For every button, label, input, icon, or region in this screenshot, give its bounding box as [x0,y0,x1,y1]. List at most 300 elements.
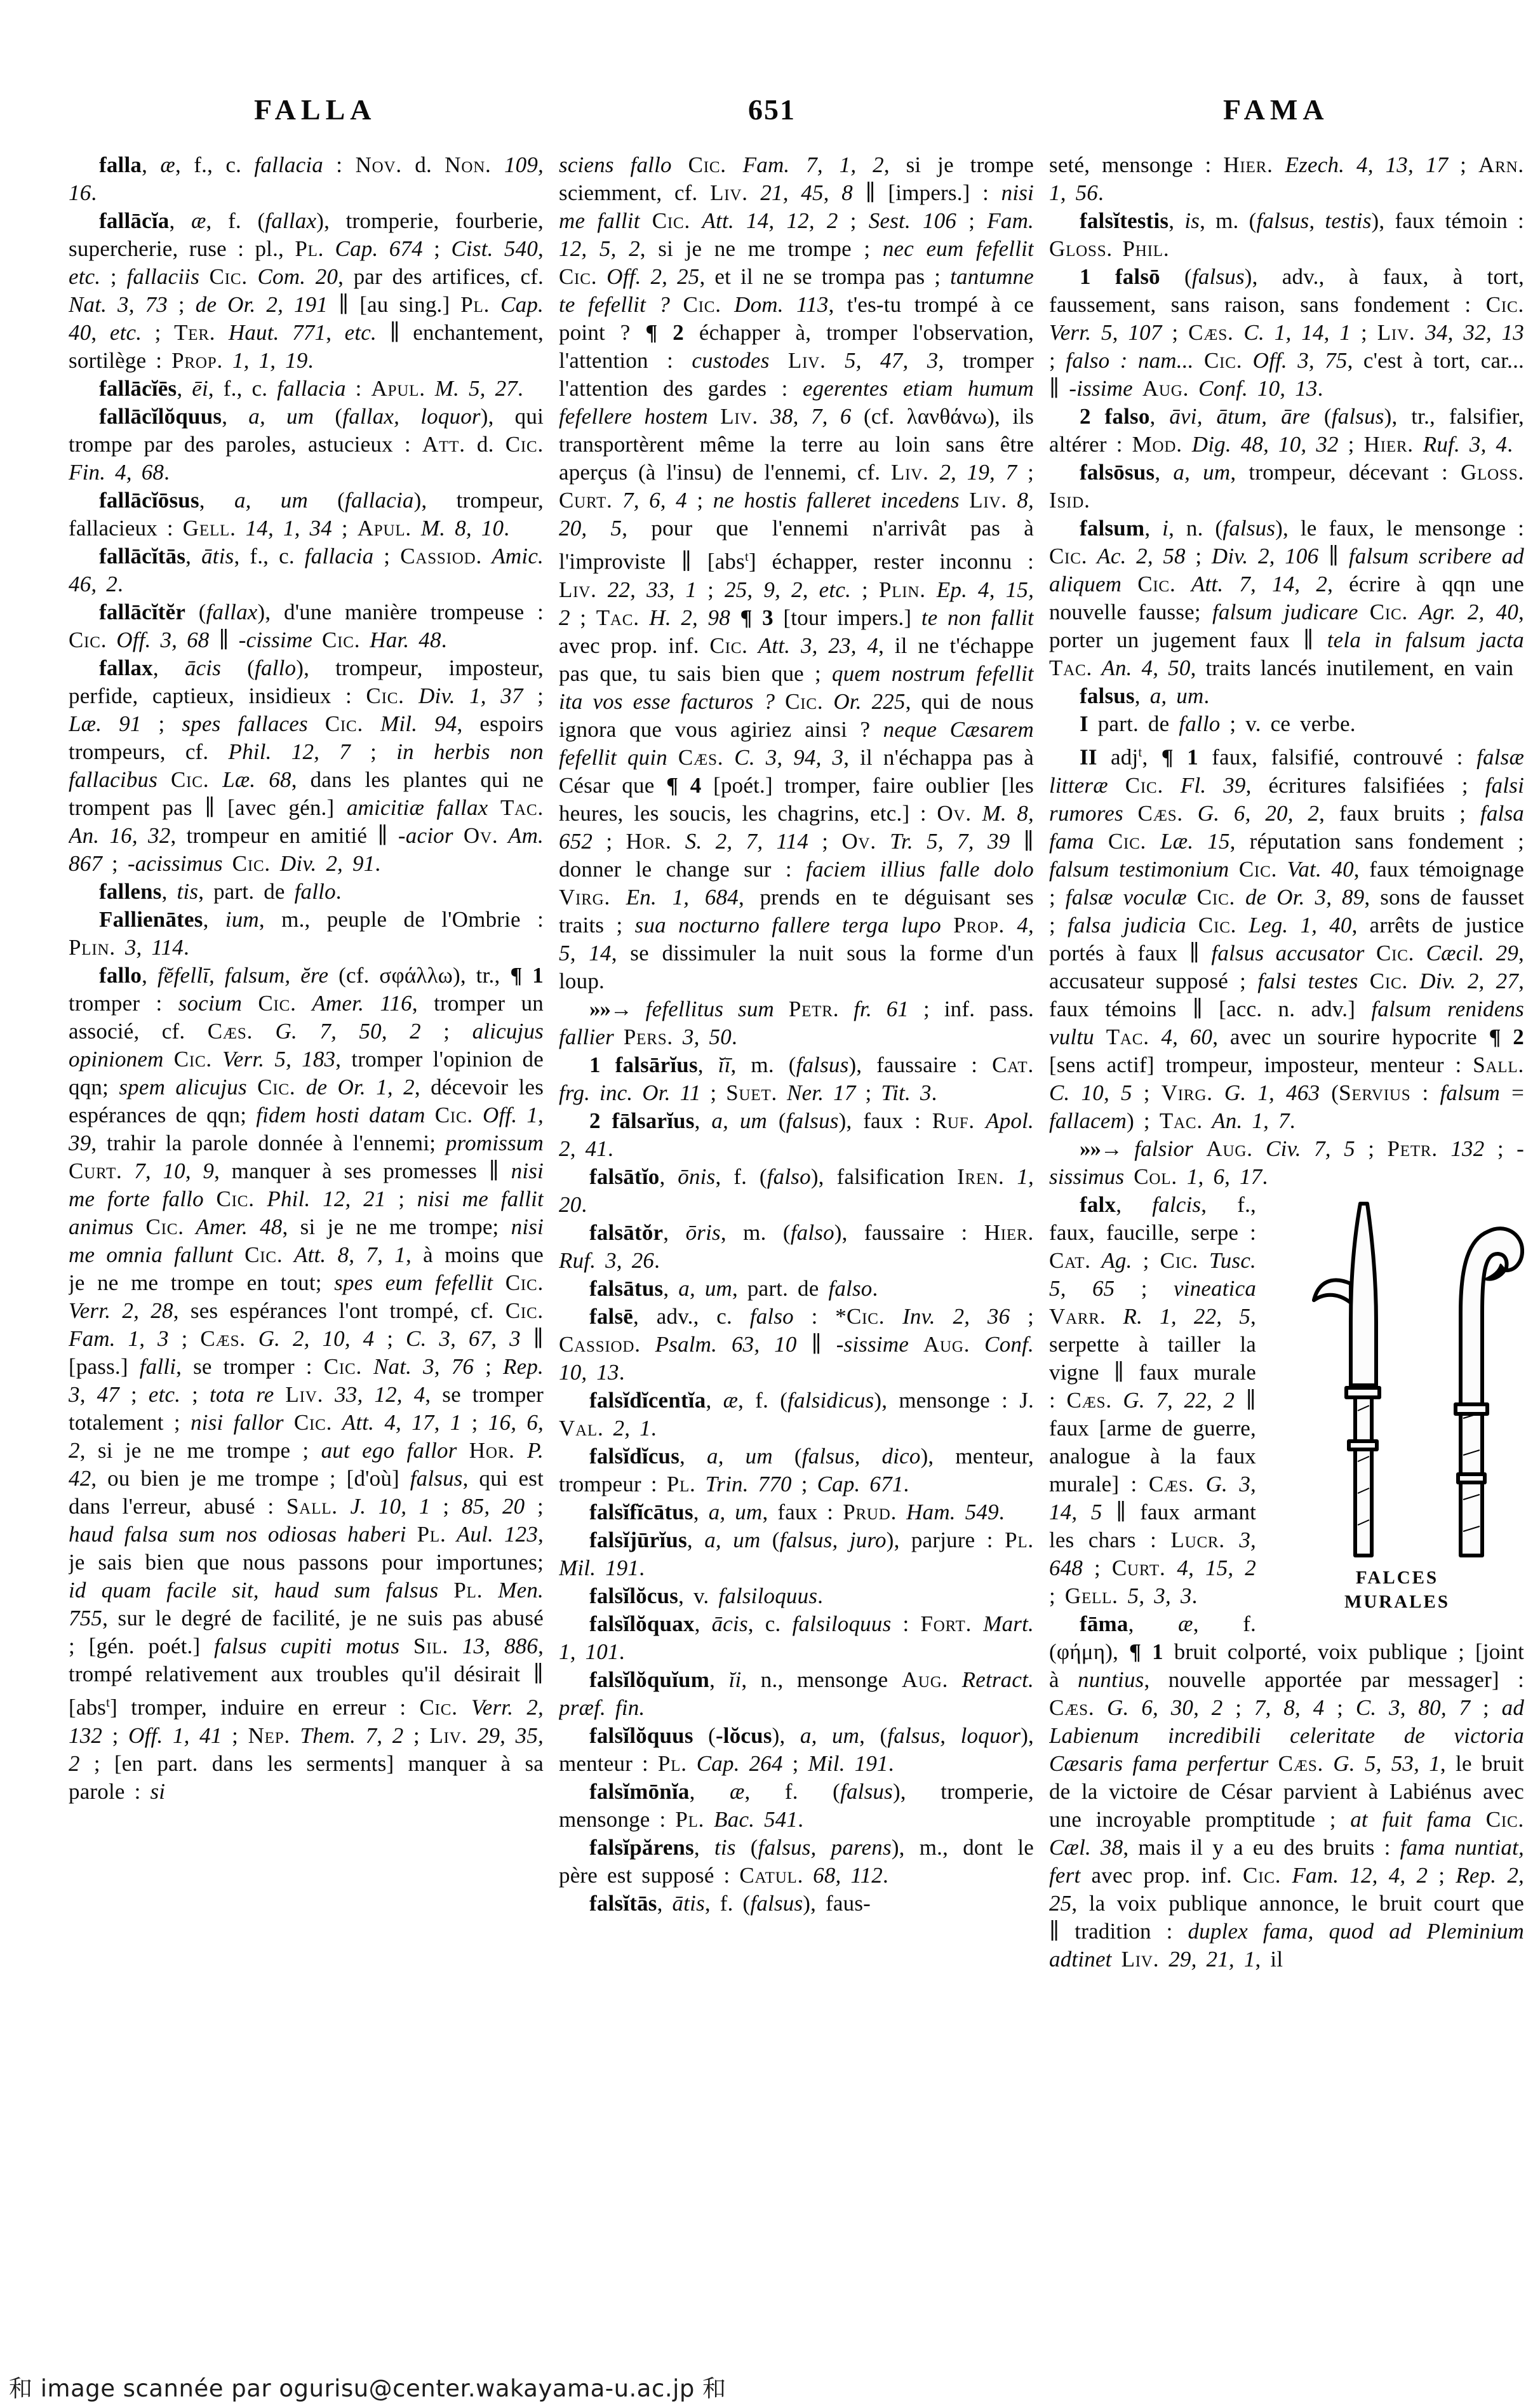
text-run: falsus, loquor [887,1723,1021,1748]
text-run: , se tromper totalement ; [69,1382,544,1435]
text-run: Cic. [1203,348,1243,373]
text-run: Gloss. Phil. [1049,236,1170,261]
text-run [1133,376,1142,401]
text-run: , si je ne me trompe; [282,1214,511,1239]
text-run: ; [1470,1695,1502,1720]
text-run: ; [461,1410,488,1435]
text-run: ; [851,577,879,602]
text-run: Cæl. 38 [1049,1834,1123,1860]
text-run: vineatica [1173,1275,1257,1301]
text-run: P. 42 [69,1438,544,1491]
text-run: ), faux témoin : [1371,208,1524,233]
text-run: , décevoir les espérances de qqn; [69,1075,544,1127]
text-run: ācis [711,1611,748,1636]
text-run: ium [225,907,259,932]
text-run: J. 10, 1 [337,1494,431,1519]
text-run [1194,348,1204,373]
page-number: 651 [748,93,796,126]
text-run: Cic. [323,1354,362,1379]
text-run: , n., mensonge [741,1667,902,1692]
text-run [233,1242,244,1267]
text-run: Ov. [841,828,876,854]
entry-fallacies [69,375,544,403]
text-run: Liv. [710,180,748,205]
text-run: Cic. [322,628,361,652]
text-run: Off. 2, 25 [597,264,700,289]
text-run: , f. (φήμη), [1049,1611,1256,1664]
text-run: Sall. [1473,1052,1524,1077]
text-run: Cic. [559,264,598,289]
text-run: d. [465,432,506,457]
text-run: ; [100,264,127,289]
text-run: . [882,1862,888,1888]
text-run [640,208,652,233]
text-run: ; [808,828,842,854]
text-run: avec prop. inf. [1080,1862,1243,1888]
text-run: fĕfellī, falsum, ĕre [157,963,329,988]
text-run [708,404,720,429]
text-run: Aug. [923,1331,970,1357]
text-run: ¶ 1 [1129,1639,1163,1664]
text-run: 3, 648 [1049,1527,1256,1580]
text-run: 1, 1, 19 [223,348,308,373]
text-run: , [709,1667,729,1692]
text-run: 7, 6, 4 [612,488,687,513]
text-run: . [504,516,510,541]
text-run: Ov. [463,823,499,848]
text-run: Div. 2, 27 [1408,968,1519,993]
text-run: , f. ( [704,1890,751,1916]
figure-caption-line1: FALCES [1355,1567,1439,1588]
text-run: ; [119,1382,149,1407]
text-run: , f., c. [175,152,255,177]
text-run: at fuit fama [1350,1806,1472,1832]
text-run: æ [1178,1611,1193,1636]
text-run: Curt. [69,1159,123,1183]
text-run: ; [168,1326,201,1351]
text-run: ēi [192,376,208,401]
text-run: ; [331,516,358,541]
text-run: falsĭmōnĭa [589,1778,690,1804]
text-run: 3, 114 [115,935,184,960]
text-run [399,1634,413,1658]
text-run: Att. 14, 12, 2 [690,208,838,233]
text-run: tela in falsum jacta [1327,628,1524,652]
text-run: Rep. 2, 25 [1049,1862,1524,1916]
text-run [1358,969,1370,993]
text-run: Hier. [984,1220,1034,1245]
entry-fallens [69,878,544,906]
text-run: , trompeur, décevant : [1230,460,1461,485]
text-run: , f. ( [738,1387,788,1413]
text-run: falsum [1080,516,1145,541]
text-run: Cæs. [1049,1695,1095,1720]
text-run: G. 7, 50, 2 [253,1019,421,1044]
text-run: ), menteur : [559,1723,1034,1776]
text-run: : [1410,1080,1440,1105]
text-run: , se tromper : [176,1354,324,1379]
text-run: frg. inc. Or. 11 [559,1080,701,1105]
text-run: ( [307,488,345,513]
text-run: fallax [99,655,153,680]
text-run: Cic. [1369,600,1409,624]
text-run: te non fallit [921,605,1034,630]
text-run: tis [714,1834,736,1860]
entry-fallaciosus [69,487,544,542]
entry-falsijurius [559,1526,1034,1582]
entry-falsiloquium [559,1666,1034,1722]
text-run: Hier. [1223,152,1273,177]
text-run: , qui de nous ignora que vous agiriez ainsi ? [559,689,1034,742]
text-run: Apol. 2, 41 [559,1108,1034,1161]
text-run: falsus [796,1052,849,1077]
text-run [223,851,232,876]
text-run: Aug. [1206,1136,1253,1161]
text-run: Ac. 2, 58 [1087,544,1186,568]
text-run: , [203,907,225,932]
entry-falsus [1049,682,1524,710]
text-run: I [1080,711,1088,736]
text-run: , espoirs trompeurs, cf. [69,711,544,764]
text-run [1108,773,1125,798]
text-run: ; [525,1494,544,1519]
entry-falsum [1049,514,1524,682]
text-run: Verr. 5, 107 [1049,320,1162,345]
text-run: Cæs. [200,1326,246,1351]
text-run: ; [782,1751,808,1776]
text-run: Suet. [726,1080,778,1105]
column-middle [559,151,1034,2377]
text-run: fallax [265,208,317,233]
text-run: . [1203,683,1210,708]
entry-falsitas-suite [1049,151,1524,207]
text-run: falsĭtestis [1080,208,1169,233]
text-run [312,628,322,652]
text-run [204,1186,217,1211]
text-run: falsātus [589,1275,664,1301]
text-run: , la voix publique annonce, le bruit court que ∥ tradition : [1049,1890,1524,1944]
text-run: faux, falsifié, controuvé : [1198,744,1477,770]
falces-murales-figure [1270,1195,1524,1614]
text-run: ; [1049,348,1066,373]
text-run: Aug. [1142,376,1189,401]
text-run: ), [772,1723,800,1748]
entry-falsitas [559,1890,1034,1918]
text-run: 109, 16 [69,152,544,205]
text-run: Cic. [505,1270,544,1295]
text-run: fallācĭēs [99,376,177,401]
text-run: Tac. [1106,1024,1149,1049]
entry-fefellitus-note [559,995,1034,1051]
text-run [1186,913,1198,938]
text-run [425,1103,435,1127]
text-run: ōnis [678,1164,716,1189]
text-run: , avec un sourire hypocrite [1212,1024,1489,1049]
text-run: ), faussaire : [848,1052,993,1077]
text-run: Fam. 1, 3 [69,1326,169,1351]
text-run: ; [168,292,196,317]
text-run: , si je ne me trompe ; [79,1438,321,1463]
text-run: , [199,488,234,513]
text-run: 4, 5, 14 [559,912,1034,965]
text-run: . [639,1555,645,1580]
text-run: , part. de [198,879,295,904]
text-run [774,997,789,1021]
text-run: ; [1049,1583,1065,1608]
text-run: falsē [589,1303,634,1329]
text-run: a, um [248,404,314,429]
text-run: . [1317,376,1323,401]
text-run: Tac. [1049,655,1093,680]
text-run: Val. [559,1415,604,1441]
text-run: ), d'une manière trompeuse : [257,600,544,624]
text-run [909,1332,923,1357]
text-run: sciens fallo [559,152,672,177]
text-run: , pour que l'ennemi n'arrivât pas à l'improviste ∥ [abs [559,516,1034,574]
text-run: Rep. 3, 47 [69,1354,544,1407]
text-run: ; [142,320,175,345]
text-run: 2 fālsarĭus [589,1108,695,1133]
text-run: falso [767,1164,811,1189]
text-run: spem alicujus [119,1075,247,1099]
text-run: Fort. [920,1611,972,1636]
text-run: ( [1310,404,1332,429]
text-run: falsātĭo [589,1164,660,1189]
text-run: S. 2, 7, 114 [671,828,809,854]
text-run: ; [374,1326,406,1351]
text-run: Cic. [1238,856,1278,882]
text-run: quem nostrum fefellit ita vos esse facturos ? [559,661,1034,714]
text-run: id quam facile sit, haud sum falsus [69,1578,439,1603]
text-run: M. 5, 27 [425,376,518,401]
text-run: Or. 225 [823,689,906,714]
text-run: , trompeur en amitié ∥ [170,823,398,848]
text-run: Prop. [171,348,224,373]
text-run: fr. 61 [839,996,909,1021]
text-run: ; [1351,320,1377,345]
text-run: ), parjure : [886,1527,1005,1552]
text-run: ∥ donner le change sur : [559,828,1034,882]
text-run: , [659,1164,678,1189]
text-run: Phil. 12, 7 [228,739,351,764]
text-run: fallacem [1049,1108,1127,1133]
text-run: Trin. 770 [695,1471,792,1496]
text-run: , f., c. [234,544,305,568]
text-run: 3, 50 [673,1024,732,1049]
text-run: Arn. [1478,152,1524,177]
text-run: t [744,549,749,564]
text-run: ; [1115,1275,1174,1301]
text-run: Cæs. [207,1019,253,1044]
text-run: Ham. 549 [897,1499,999,1524]
text-run: Tr. 5, 7, 39 [876,828,1010,854]
text-run: ), trompeur, fallacieux : [69,488,544,541]
text-run: Hor. [626,828,672,854]
text-run: 5, 47, 3 [826,348,939,373]
text-run: [sens actif] trompeur, imposteur, menteur : [1049,1052,1473,1077]
text-run: falsus, parens [758,1834,892,1860]
text-run: falx [1080,1192,1116,1217]
text-run: H. 2, 98 [639,605,730,630]
text-run: , m. ( [1200,208,1257,233]
text-run: , mais il y a eu des bruits : [1123,1834,1400,1860]
text-run: Div. 2, 91 [270,851,375,876]
text-run: Læ. 91 [69,711,142,736]
text-run: fallācĭlŏquus [99,404,222,429]
text-run: C. 3, 94, 3 [723,744,844,770]
text-run: , si je ne me trompe ; [639,236,883,261]
text-run: ( [1320,1080,1339,1105]
text-run: ; [1083,1555,1112,1580]
text-run: , ou bien je me trompe ; [d'où] [91,1466,410,1491]
text-run: Læ. 15 [1146,828,1230,854]
text-run: nec eum fefellit [882,236,1034,261]
text-run: æ [160,152,175,177]
entry-falla [69,151,544,207]
text-run: 8, 20, 5 [559,488,1034,541]
text-run [453,823,464,848]
text-run: falso [790,1220,834,1245]
text-run [1187,885,1197,910]
entry-fama [1049,1610,1524,1973]
text-run: Cic. [683,292,721,317]
text-run: falsum scribere ad aliquem [1049,544,1524,596]
text-run: Vat. 40 [1277,856,1354,882]
text-run: Am. 867 [69,823,544,876]
text-run: , faux témoignage ; [1049,856,1524,910]
text-run: Verr. 2, 132 [69,1695,544,1748]
text-run: ; [838,208,869,233]
text-run: 22, 33, 1 [596,577,697,602]
text-run: , tromper l'opinion de qqn; [69,1047,544,1099]
text-run: Col. [1134,1164,1177,1189]
text-run: C. 3, 67, 3 [406,1326,521,1351]
text-run: Liv. [787,348,826,373]
text-run: tota re [210,1382,274,1407]
text-run: Liv. [559,577,597,602]
text-run [1122,572,1137,596]
text-run: ] tromper, induire en erreur : [110,1695,420,1720]
text-run: fallacia [304,544,374,568]
text-run: tromper : [69,991,178,1016]
text-run: , [326,320,345,345]
text-run: ), le faux, le mensonge : [1275,516,1524,541]
text-run: , trahir la parole donnée à l'ennemi; [91,1131,446,1155]
text-run: Nat. 3, 73 [69,292,168,317]
text-run: Pl. [666,1471,696,1496]
text-run: Virg. [559,884,611,910]
text-run: Cat. [992,1052,1034,1077]
text-run: falsum [1440,1080,1501,1105]
text-run: Lucr. [1170,1527,1225,1552]
text-run [1269,1751,1278,1776]
column-left [69,151,544,2377]
text-run: nisi me forte fallo [69,1159,544,1211]
text-run: Plin. [69,935,116,960]
text-run: , [706,1387,723,1413]
text-run: Cic. [1137,572,1176,596]
text-run: , il ne t'échappe pas que, tu sais bien que ; [559,633,1034,686]
text-run: Cæs. [1278,1751,1324,1776]
text-run: , accusateur supposé ; [1049,940,1524,993]
text-run: fallo [99,963,142,988]
text-run: -cissime [238,628,313,652]
text-run: ; [422,236,452,261]
text-run: si [150,1778,166,1804]
text-run: , [142,963,157,988]
text-run: Cæs. [1148,1471,1195,1496]
text-run: in herbis non fallacibus [69,739,544,792]
text-run: ( [1160,264,1192,289]
text-run: ∥ [209,628,239,652]
text-run: , il [1255,1946,1283,1972]
text-run: Cic. [216,1186,255,1211]
text-run: fallens [99,879,162,904]
text-run [775,689,785,714]
text-run: a, um [708,1499,763,1524]
text-run: ; [1132,1247,1160,1273]
text-run: Aul. 123 [446,1522,539,1547]
text-run: ), mensonge : J. [874,1387,1034,1413]
text-run: i [1162,516,1169,541]
text-run: Pl. [657,1751,687,1776]
text-run: de Or. 1, 2 [295,1075,415,1099]
text-run: ), m., dont le père est supposé : [559,1834,1034,1888]
text-run: ad Labienum incredibili celeritate de victoria Cæsaris fama perfertur [1049,1695,1524,1776]
text-run: Fin. 4, 68 [69,460,164,485]
text-run: 68, 112 [803,1862,883,1888]
text-run: Pl. [1005,1527,1034,1552]
text-run: 4, 15, 2 [1165,1555,1256,1580]
text-run: . [518,376,523,401]
text-run: Cic. [1108,828,1147,854]
text-run: , [161,879,177,904]
text-run: échapper à, tromper l'observation, l'attention : [559,320,1034,373]
text-run: 38, 7, 6 [758,404,852,429]
text-run: Civ. 7, 5 [1252,1136,1355,1161]
text-run: Ner. 17 [777,1080,856,1105]
text-run: 4, 60 [1149,1024,1213,1049]
text-run: , c. [747,1611,793,1636]
text-run: etc. [69,264,101,289]
text-run: Liv. [720,404,758,429]
text-run: ; v. ce verbe. [1220,711,1356,736]
text-run: Catul. [739,1862,804,1888]
text-run: ¶ 2 [1489,1024,1524,1049]
entry-fallienates [69,906,544,962]
text-run: Liv. [969,488,1007,513]
text-run: falso [749,1303,794,1329]
text-run: Dig. 48, 10, 32 [1182,432,1339,457]
text-run: Cic. [709,633,748,658]
text-run: ; [385,1186,417,1211]
text-run: G. 7, 22, 2 [1111,1387,1235,1413]
text-run: etc. [148,1382,181,1407]
text-run: An. 1, 7 [1202,1108,1290,1133]
text-run: , c'est à tort, car... ∥ [1049,348,1524,401]
text-run: : [323,152,356,177]
text-run: ; [102,851,128,876]
text-run: alicujus opinionem [69,1019,544,1072]
text-run: ōris [685,1220,721,1245]
text-run: falsus [1222,516,1276,541]
text-run [1124,1164,1134,1189]
text-run: ; [1222,1695,1254,1720]
text-run: Apul. [371,376,425,401]
text-run: Psalm. 63, 10 [640,1331,797,1357]
text-run: 1, 20 [559,1164,1034,1217]
entry-falsarius-2 [559,1107,1034,1163]
